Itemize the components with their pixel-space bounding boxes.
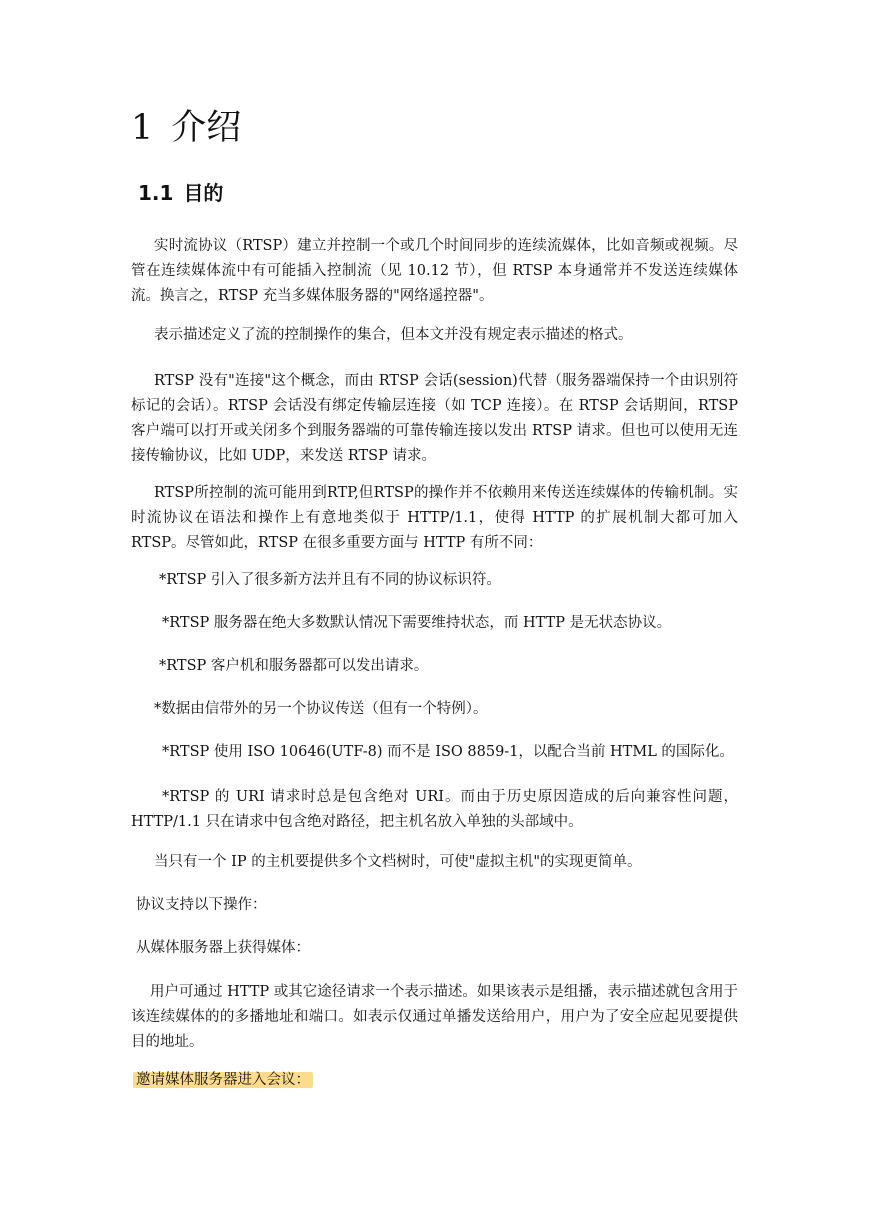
paragraph-rtsp-vs-http: RTSP所控制的流可能用到RTP,但RTSP的操作并不依赖用来传送连续媒体的传输机制。实时流协议在语法和操作上有意地类似于 HTTP/1.1，使得 HTTP 的扩展机制大都可加入 RTSP。尽管如此，RTSP 在很多重要方面与 HTTP 有所不同： (131, 485, 738, 551)
paragraph-retrieve-media: 从媒体服务器上获得媒体： (136, 940, 310, 956)
paragraph-operations-intro: 协议支持以下操作： (136, 897, 267, 913)
bullet-new-methods: *RTSP 引入了很多新方法并且有不同的协议标识符。 (159, 572, 501, 588)
bullet-absolute-uri: *RTSP 的 URI 请求时总是包含绝对 URI。而由于历史原因造成的后向兼容性问题，HTTP/1.1 只在请求中包含绝对路径，把主机名放入单独的头部域中。 (131, 789, 738, 830)
section-heading (138, 178, 223, 208)
bullet-both-requests: *RTSP 客户机和服务器都可以发出请求。 (159, 658, 429, 674)
paragraph-presentation-description: 表示描述定义了流的控制操作的集合，但本文并没有规定表示描述的格式。 (154, 327, 633, 343)
paragraph-virtual-host: 当只有一个 IP 的主机要提供多个文档树时，可使"虚拟主机"的实现更简单。 (154, 854, 642, 870)
paragraph-rtsp-intro: 实时流协议（RTSP）建立并控制一个或几个时间同步的连续流媒体，比如音频或视频。尽管在连续媒体流中有可能插入控制流（见 10.12 节），但 RTSP 本身通常并不发送连续媒体流。换言之，RTSP 充当多媒体服务器的"网络遥控器"。 (131, 238, 738, 304)
chapter-number: 1 (131, 108, 154, 148)
chapter-heading (131, 104, 241, 152)
paragraph-rtsp-session: RTSP 没有"连接"这个概念，而由 RTSP 会话(session)代替（服务器端保持一个由识别符标记的会话）。RTSP 会话没有绑定传输层连接（如 TCP 连接）。在 RTSP 会话期间，RTSP 客户端可以打开或关闭多个到服务器端的可靠传输连接以发出 RTSP 请求。但也可以使用无连接传输协议，比如 UDP，来发送 RTSP 请求。 (131, 373, 738, 464)
bullet-out-of-band: *数据由信带外的另一个协议传送（但有一个特例）。 (154, 701, 488, 717)
paragraph-request-description: 用户可通过 HTTP 或其它途径请求一个表示描述。如果该表示是组播，表示描述就包含用于该连续媒体的的多播地址和端口。如表示仅通过单播发送给用户，用户为了安全应起见要提供目的地址。 (131, 984, 738, 1050)
bullet-utf8: *RTSP 使用 ISO 10646(UTF-8) 而不是 ISO 8859-1，以配合当前 HTML 的国际化。 (162, 744, 734, 760)
highlighted-text: 邀请媒体服务器进入会议： (133, 1072, 313, 1088)
paragraph-invite-server (133, 1068, 740, 1093)
bullet-server-state: *RTSP 服务器在绝大多数默认情况下需要维持状态，而 HTTP 是无状态协议。 (162, 615, 672, 631)
section-title: 目的 (183, 181, 224, 205)
section-number: 1.1 (138, 181, 174, 205)
chapter-title: 介绍 (171, 108, 242, 148)
